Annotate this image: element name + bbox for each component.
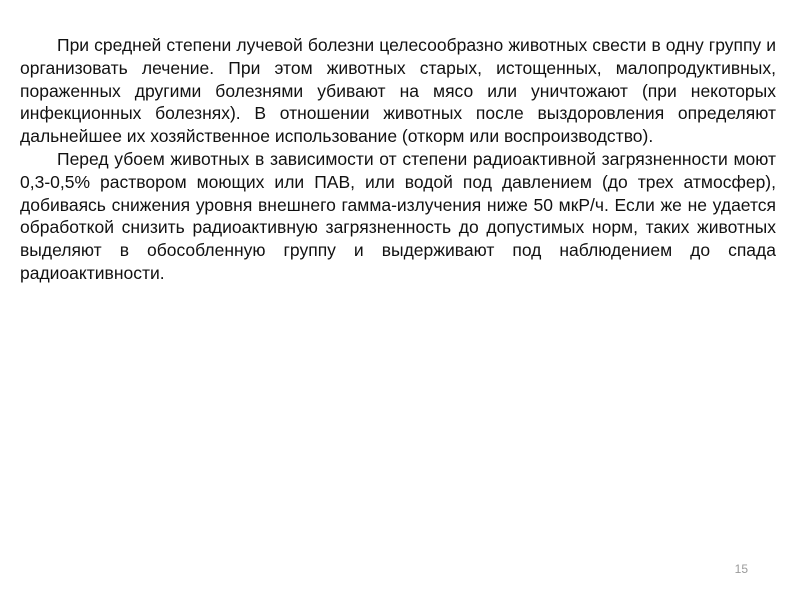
slide-text-body [20, 34, 776, 285]
paragraph-decontamination: Перед убоем животных в зависимости от степени радиоактивной загрязненности моют 0,3-0,5% раствором моющих или ПАВ, или водой под давлением (до трех атмосфер), добиваясь снижения уровня внешнего гамма-излучения ниже 50 мкР/ч. Если же не удается обработкой снизить радиоактивную загрязненность до допустимых норм, таких животных выделяют в обособленную группу и выдерживают под наблюдением до спада радиоактивности. [20, 148, 776, 283]
paragraph-treatment: При средней степени лучевой болезни целесообразно животных свести в одну группу и организовать лечение. При этом животных старых, истощенных, малопродуктивных, пораженных другими болезнями убивают на мясо или уничтожают (при некоторых инфекционных болезнях). В отношении животных после выздоровления определяют дальнейшее их хозяйственное использование (откорм или воспроизводство). [20, 35, 776, 147]
page-number: 15 [734, 562, 748, 576]
